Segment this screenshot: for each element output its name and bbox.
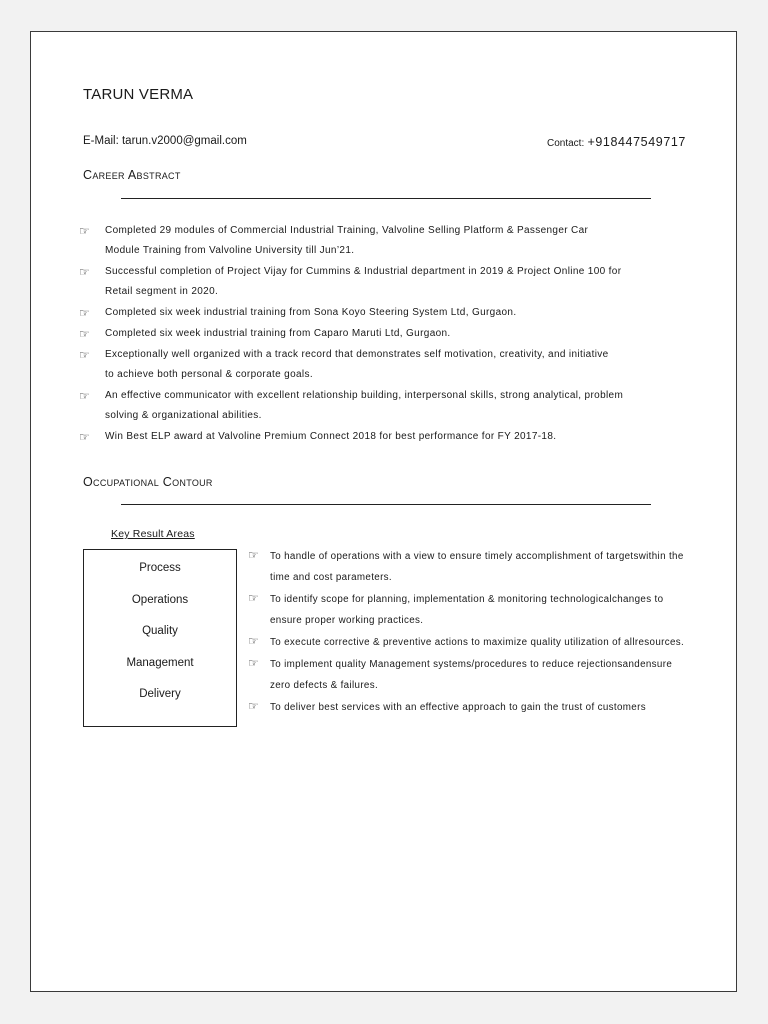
bullet-line: to achieve both personal & corporate goals. bbox=[105, 369, 313, 380]
bullet-line: To deliver best services with an effective approach to gain the trust of customers bbox=[270, 702, 646, 713]
key-result-area-item: Operations bbox=[131, 594, 189, 606]
bullet-line: changes to ensure proper working practices. bbox=[270, 594, 664, 626]
duty-item bbox=[248, 654, 688, 696]
bullet-line: resources. bbox=[634, 637, 685, 648]
key-result-area-item: Delivery bbox=[139, 688, 181, 700]
bullet-line: Completed 29 modules of Commercial Industrial Training, Valvoline Selling Platform & Passenger Car bbox=[105, 225, 589, 236]
career-abstract-rule bbox=[121, 198, 651, 199]
pointing-hand-icon: ☞ bbox=[79, 348, 91, 362]
career-abstract-list bbox=[79, 221, 689, 448]
career-abstract-title: Career Abstract bbox=[83, 168, 181, 182]
bullet-line: To implement quality Management systems/procedures to reduce rejectionsand bbox=[270, 659, 641, 670]
career-abstract-item bbox=[79, 427, 689, 447]
key-result-area-item: Process bbox=[139, 562, 181, 574]
bullet-line: To identify scope for planning, implementation & monitoring technological bbox=[270, 594, 612, 605]
occupational-contour-rule bbox=[121, 504, 651, 505]
bullet-line: Module Training from Valvoline University till Jun’21. bbox=[105, 245, 355, 256]
bullet-line: ensure zero defects & failures. bbox=[270, 659, 673, 691]
bullet-line: Completed six week industrial training from Sona Koyo Steering System Ltd, Gurgaon. bbox=[105, 307, 517, 318]
bullet-line: Exceptionally well organized with a track record that demonstrates self motivation, creativity, and initiative bbox=[105, 349, 609, 360]
bullet-line: Retail segment in 2020. bbox=[105, 286, 219, 297]
bullet-line: within the time and cost parameters. bbox=[270, 551, 684, 583]
career-abstract-item bbox=[79, 221, 689, 261]
career-abstract-item bbox=[79, 262, 689, 302]
email-line: E-Mail: tarun.v2000@gmail.com bbox=[83, 135, 247, 147]
key-result-area-item: Quality bbox=[142, 625, 178, 637]
occupational-contour-title: Occupational Contour bbox=[83, 475, 213, 489]
duty-item bbox=[248, 632, 688, 653]
contact-label: Contact: bbox=[547, 138, 585, 149]
pointing-hand-icon: ☞ bbox=[79, 306, 91, 320]
resume-page bbox=[30, 31, 737, 992]
contact-number: +918447549717 bbox=[587, 135, 686, 149]
career-abstract-item bbox=[79, 386, 689, 426]
career-abstract-item bbox=[79, 324, 689, 344]
pointing-hand-icon: ☞ bbox=[79, 389, 91, 403]
candidate-name: TARUN VERMA bbox=[83, 86, 194, 103]
career-abstract-item bbox=[79, 303, 689, 323]
bullet-line: Successful completion of Project Vijay for Cummins & Industrial department in 2019 & Project Online 100 for bbox=[105, 266, 622, 277]
pointing-hand-icon: ☞ bbox=[248, 699, 260, 713]
duty-item bbox=[248, 589, 688, 631]
career-abstract-item bbox=[79, 345, 689, 385]
pointing-hand-icon: ☞ bbox=[79, 265, 91, 279]
bullet-line: Win Best ELP award at Valvoline Premium Connect 2018 for best performance for FY 2017-18. bbox=[105, 431, 557, 442]
contact-line bbox=[547, 135, 686, 149]
pointing-hand-icon: ☞ bbox=[248, 656, 260, 670]
bullet-line: To execute corrective & preventive actions to maximize quality utilization of all bbox=[270, 637, 635, 648]
duties-list bbox=[248, 546, 688, 719]
duty-item bbox=[248, 697, 688, 718]
pointing-hand-icon: ☞ bbox=[248, 634, 260, 648]
pointing-hand-icon: ☞ bbox=[79, 430, 91, 444]
bullet-line: solving & organizational abilities. bbox=[105, 410, 262, 421]
duty-item bbox=[248, 546, 688, 588]
bullet-line: To handle of operations with a view to ensure timely accomplishment of targets bbox=[270, 551, 639, 562]
key-result-areas-heading: Key Result Areas bbox=[111, 528, 195, 540]
pointing-hand-icon: ☞ bbox=[79, 327, 91, 341]
pointing-hand-icon: ☞ bbox=[248, 548, 260, 562]
key-result-area-item: Management bbox=[126, 657, 194, 669]
pointing-hand-icon: ☞ bbox=[248, 591, 260, 605]
bullet-line: Completed six week industrial training from Caparo Maruti Ltd, Gurgaon. bbox=[105, 328, 451, 339]
key-result-areas-box bbox=[83, 549, 237, 727]
pointing-hand-icon: ☞ bbox=[79, 224, 91, 238]
bullet-line: An effective communicator with excellent relationship building, interpersonal skills, strong analytical, problem bbox=[105, 390, 624, 401]
